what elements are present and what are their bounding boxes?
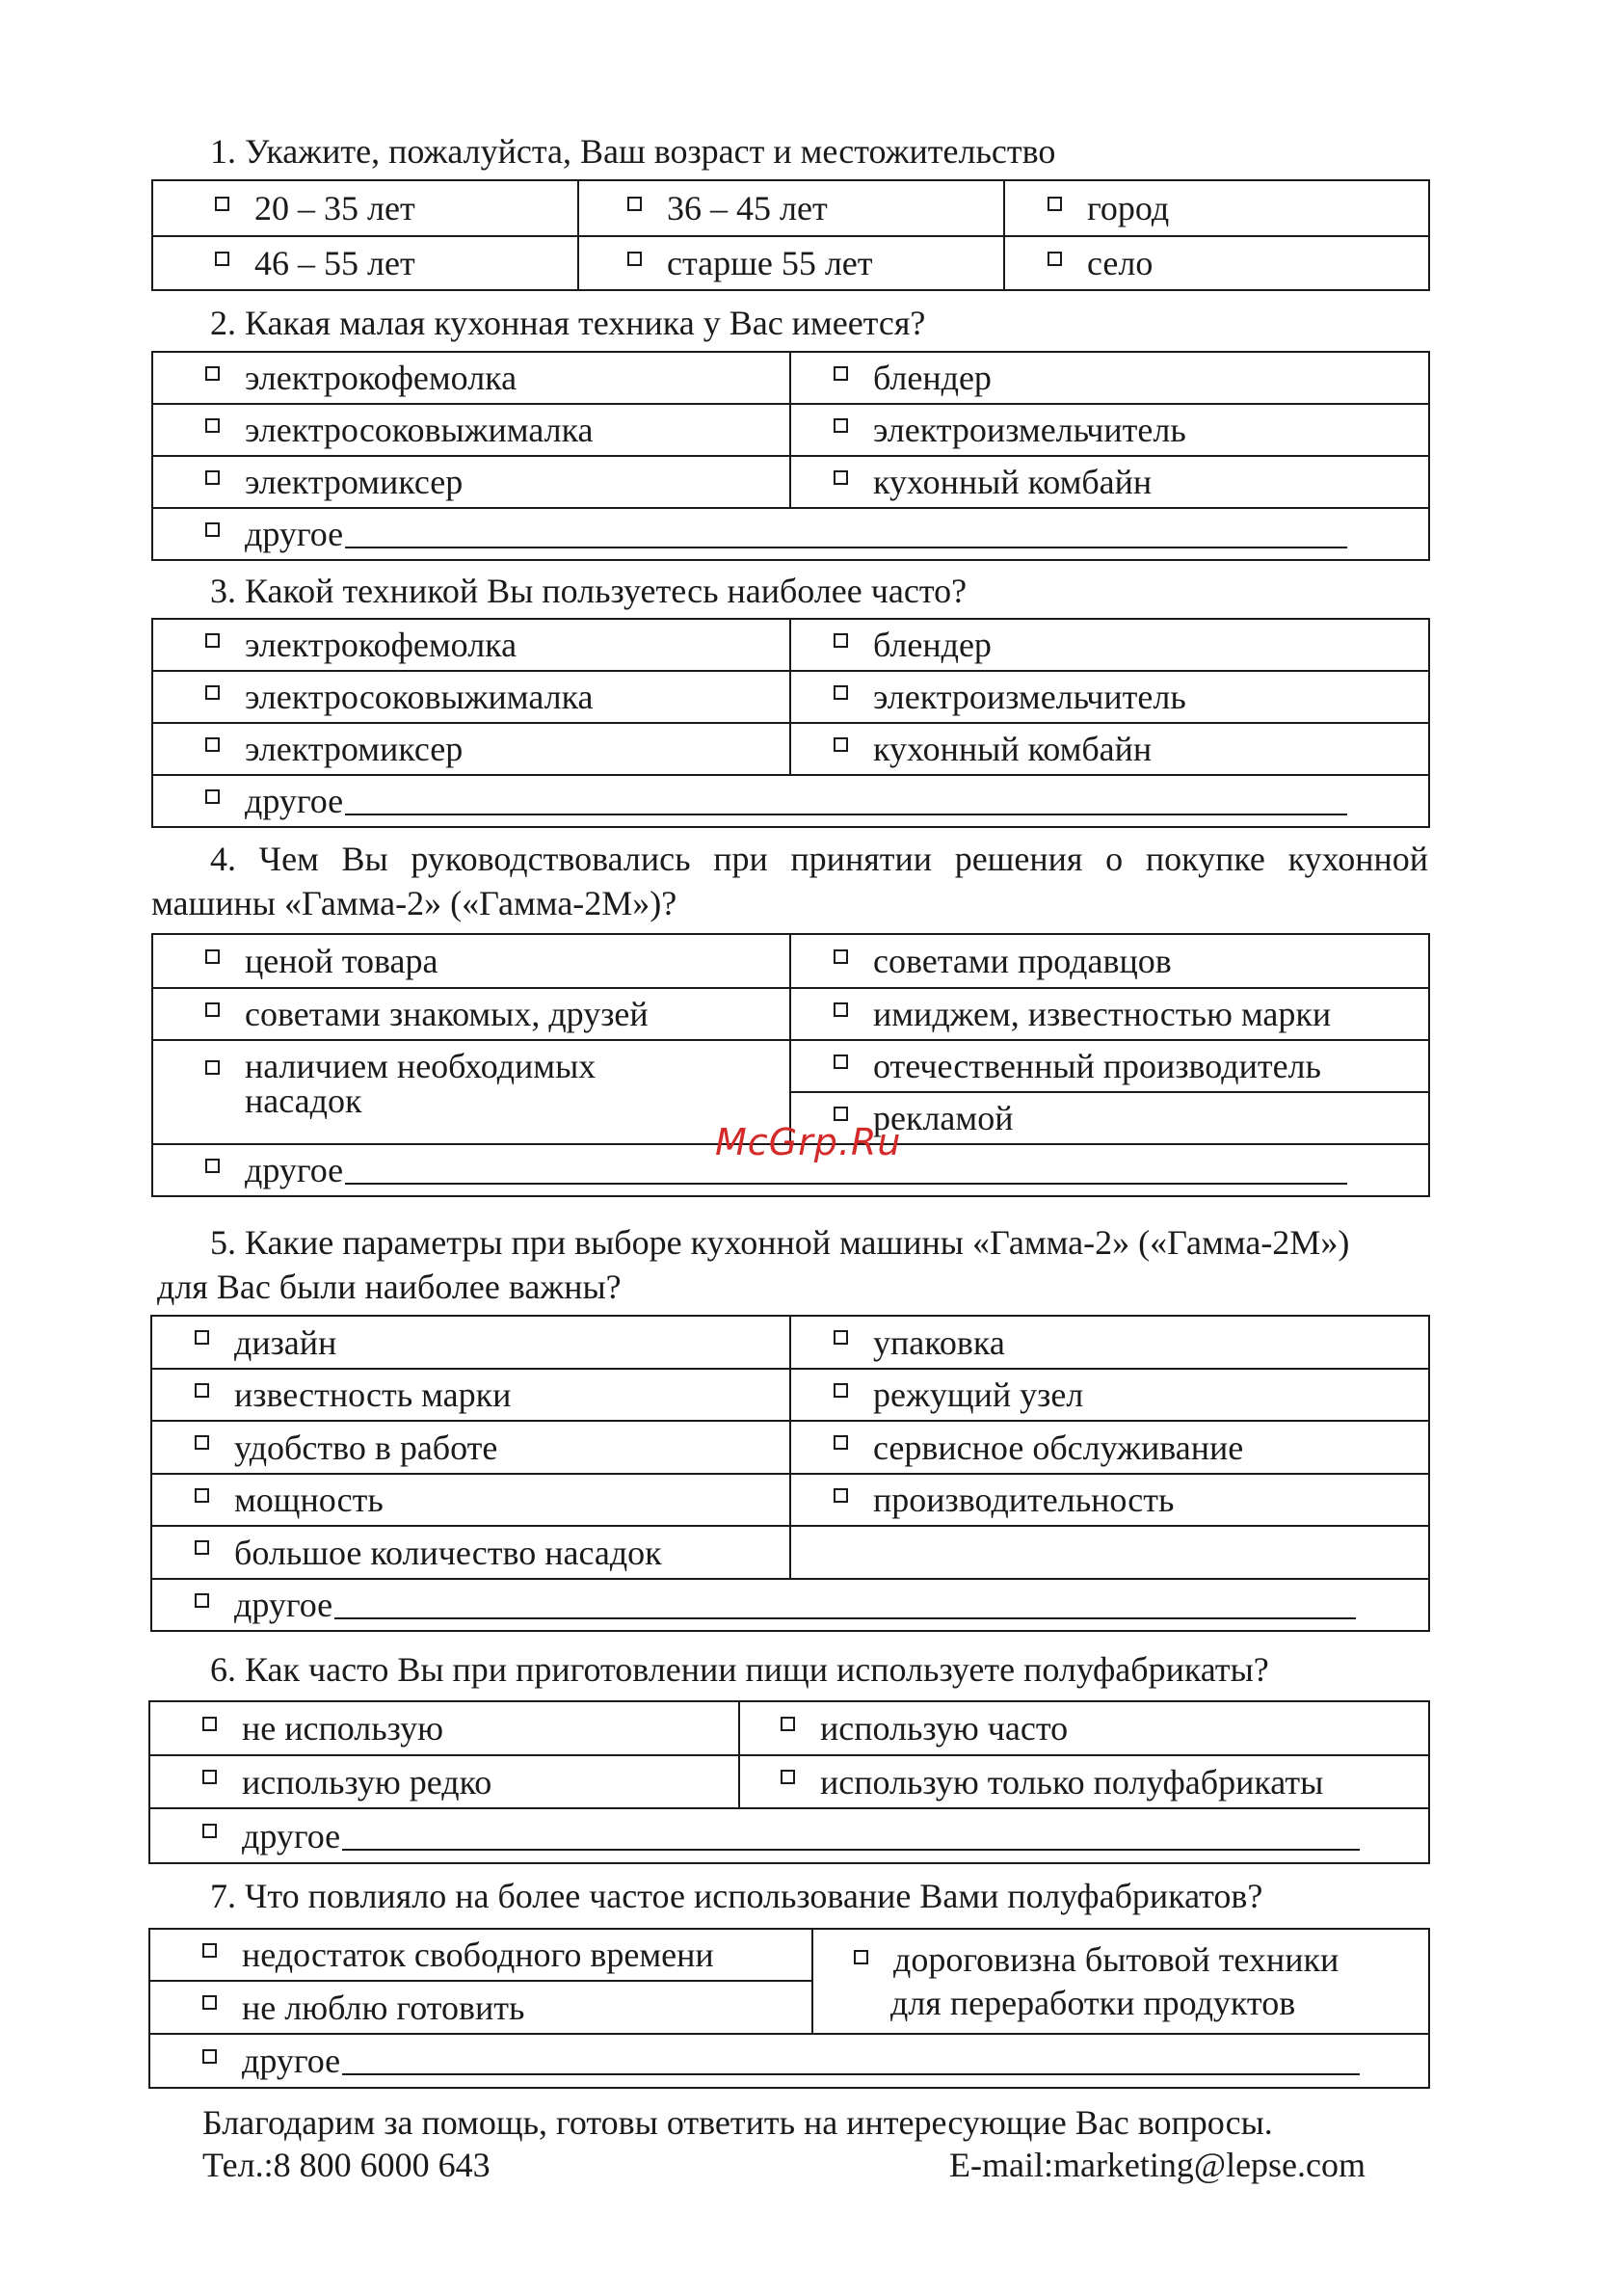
checkbox-icon[interactable] xyxy=(854,1950,868,1964)
checkbox-icon[interactable] xyxy=(195,1435,209,1450)
checkbox-option[interactable]: электроизмельчитель xyxy=(791,410,1428,450)
question-5-title-line2: для Вас были наиболее важны? xyxy=(157,1268,622,1306)
checkbox-option[interactable]: кухонный комбайн xyxy=(791,462,1428,502)
checkbox-icon[interactable] xyxy=(215,197,229,211)
checkbox-option[interactable]: использую только полуфабрикаты xyxy=(740,1762,1428,1802)
other-answer-line[interactable] xyxy=(334,1590,1356,1619)
checkbox-option[interactable]: использую часто xyxy=(740,1708,1428,1749)
checkbox-icon[interactable] xyxy=(834,1435,848,1450)
checkbox-option[interactable]: не использую xyxy=(150,1708,738,1749)
checkbox-icon[interactable] xyxy=(834,633,848,648)
checkbox-icon[interactable] xyxy=(1048,252,1062,266)
checkbox-option[interactable]: село xyxy=(1005,243,1428,283)
checkbox-option[interactable]: не люблю готовить xyxy=(150,1988,811,2028)
checkbox-icon[interactable] xyxy=(195,1540,209,1555)
checkbox-icon[interactable] xyxy=(202,1943,217,1958)
question-1-options xyxy=(151,179,1430,291)
checkbox-option[interactable]: электросоковыжималка xyxy=(153,410,789,450)
checkbox-option-other[interactable]: другое xyxy=(152,1585,1428,1625)
checkbox-icon[interactable] xyxy=(195,1593,209,1608)
question-3-title: 3. Какой техникой Вы пользуетесь наиболее часто? xyxy=(210,572,968,610)
checkbox-icon[interactable] xyxy=(1048,197,1062,211)
checkbox-icon[interactable] xyxy=(205,1159,220,1173)
checkbox-icon[interactable] xyxy=(202,1770,217,1784)
checkbox-option[interactable]: электромиксер xyxy=(153,462,789,502)
checkbox-icon[interactable] xyxy=(627,252,642,266)
checkbox-option[interactable]: блендер xyxy=(791,358,1428,398)
checkbox-icon[interactable] xyxy=(205,633,220,648)
checkbox-icon[interactable] xyxy=(195,1488,209,1503)
checkbox-icon[interactable] xyxy=(834,949,848,964)
checkbox-icon[interactable] xyxy=(202,1717,217,1731)
checkbox-icon[interactable] xyxy=(834,366,848,381)
checkbox-icon[interactable] xyxy=(834,1107,848,1121)
checkbox-option[interactable]: старше 55 лет xyxy=(579,243,1003,283)
question-6-title: 6. Как часто Вы при приготовлении пищи используете полуфабрикаты? xyxy=(210,1650,1269,1689)
checkbox-option-other[interactable]: другое xyxy=(153,781,1428,821)
checkbox-option[interactable]: наличием необходимых насадок xyxy=(153,1041,789,1118)
checkbox-option[interactable]: электросоковыжималка xyxy=(153,677,789,717)
checkbox-icon[interactable] xyxy=(195,1330,209,1345)
checkbox-icon[interactable] xyxy=(215,252,229,266)
checkbox-icon[interactable] xyxy=(205,737,220,752)
checkbox-option[interactable]: дизайн xyxy=(152,1322,789,1363)
question-2-options xyxy=(151,351,1430,561)
checkbox-icon[interactable] xyxy=(205,789,220,804)
checkbox-option[interactable]: блендер xyxy=(791,625,1428,665)
checkbox-icon[interactable] xyxy=(205,418,220,433)
checkbox-option[interactable]: 20 – 35 лет xyxy=(153,188,577,228)
question-2-title: 2. Какая малая кухонная техника у Вас имеется? xyxy=(210,304,926,342)
checkbox-icon[interactable] xyxy=(205,685,220,700)
checkbox-icon[interactable] xyxy=(834,418,848,433)
footer-phone: Тел.:8 800 6000 643 xyxy=(202,2146,491,2184)
checkbox-option-other[interactable]: другое xyxy=(150,1816,1428,1856)
other-answer-line[interactable] xyxy=(345,520,1347,548)
checkbox-option[interactable]: имиджем, известностью марки xyxy=(791,994,1428,1034)
other-answer-line[interactable] xyxy=(345,787,1347,815)
question-1-title: 1. Укажите, пожалуйста, Ваш возраст и местожительство xyxy=(210,132,1056,171)
checkbox-option[interactable]: мощность xyxy=(152,1480,789,1520)
checkbox-option[interactable]: электрокофемолка xyxy=(153,625,789,665)
checkbox-icon[interactable] xyxy=(834,470,848,485)
checkbox-option[interactable]: использую редко xyxy=(150,1762,738,1802)
checkbox-option[interactable]: упаковка xyxy=(791,1322,1428,1363)
other-answer-line[interactable] xyxy=(342,2046,1360,2075)
empty-cell xyxy=(790,1526,1429,1579)
checkbox-option[interactable]: советами знакомых, друзей xyxy=(153,994,789,1034)
checkbox-option[interactable]: рекламой xyxy=(791,1098,1428,1138)
checkbox-option[interactable]: дороговизна бытовой техники для переработки продуктов xyxy=(813,1930,1428,2025)
checkbox-option[interactable]: отечественный производитель xyxy=(791,1046,1428,1086)
checkbox-option[interactable]: ценой товара xyxy=(153,941,789,981)
checkbox-icon[interactable] xyxy=(202,1995,217,2010)
checkbox-option[interactable]: режущий узел xyxy=(791,1375,1428,1415)
checkbox-option[interactable]: советами продавцов xyxy=(791,941,1428,981)
checkbox-icon[interactable] xyxy=(627,197,642,211)
question-5-title-line1: 5. Какие параметры при выборе кухонной машины «Гамма-2» («Гамма-2М») xyxy=(210,1223,1350,1262)
checkbox-option-other[interactable]: другое xyxy=(153,514,1428,554)
question-3-options xyxy=(151,618,1430,828)
checkbox-icon[interactable] xyxy=(834,1330,848,1345)
checkbox-icon[interactable] xyxy=(205,522,220,537)
checkbox-icon[interactable] xyxy=(205,470,220,485)
checkbox-icon[interactable] xyxy=(205,366,220,381)
footer-thanks: Благодарим за помощь, готовы ответить на интересующие Вас вопросы. xyxy=(202,2103,1273,2142)
question-5-options xyxy=(150,1315,1430,1632)
checkbox-icon[interactable] xyxy=(195,1383,209,1398)
checkbox-icon[interactable] xyxy=(834,685,848,700)
question-4-title-line2: машины «Гамма-2» («Гамма-2М»)? xyxy=(151,884,677,922)
checkbox-option[interactable]: недостаток свободного времени xyxy=(150,1935,811,1975)
checkbox-option[interactable]: электромиксер xyxy=(153,729,789,769)
question-4-title-line1: 4. Чем Вы руководствовались при принятии решения о покупке кухонной xyxy=(210,840,1428,878)
checkbox-option-other[interactable]: другое xyxy=(153,1150,1428,1190)
checkbox-option-other[interactable]: другое xyxy=(150,2041,1428,2081)
checkbox-option[interactable]: кухонный комбайн xyxy=(791,729,1428,769)
checkbox-icon[interactable] xyxy=(205,949,220,964)
checkbox-option[interactable]: сервисное обслуживание xyxy=(791,1428,1428,1468)
checkbox-icon[interactable] xyxy=(205,1060,220,1075)
checkbox-option[interactable]: электроизмельчитель xyxy=(791,677,1428,717)
checkbox-icon[interactable] xyxy=(781,1717,795,1731)
checkbox-icon[interactable] xyxy=(205,1002,220,1017)
checkbox-option[interactable]: большое количество насадок xyxy=(152,1533,789,1573)
question-6-options xyxy=(148,1700,1430,1864)
checkbox-icon[interactable] xyxy=(781,1770,795,1784)
checkbox-option[interactable]: известность марки xyxy=(152,1375,789,1415)
checkbox-option[interactable]: электрокофемолка xyxy=(153,358,789,398)
checkbox-option[interactable]: производительность xyxy=(791,1480,1428,1520)
checkbox-option[interactable]: 36 – 45 лет xyxy=(579,188,1003,228)
watermark: McGrp.Ru xyxy=(715,1121,902,1163)
checkbox-icon[interactable] xyxy=(834,1488,848,1503)
other-answer-line[interactable] xyxy=(342,1822,1360,1851)
footer-email: E-mail:marketing@lepse.com xyxy=(949,2146,1366,2184)
checkbox-option[interactable]: удобство в работе xyxy=(152,1428,789,1468)
checkbox-icon[interactable] xyxy=(202,2049,217,2064)
checkbox-option[interactable]: город xyxy=(1005,188,1428,228)
question-7-title: 7. Что повлияло на более частое использование Вами полуфабрикатов? xyxy=(210,1877,1263,1915)
checkbox-icon[interactable] xyxy=(834,1383,848,1398)
checkbox-icon[interactable] xyxy=(202,1824,217,1838)
checkbox-icon[interactable] xyxy=(834,737,848,752)
checkbox-option[interactable]: 46 – 55 лет xyxy=(153,243,577,283)
checkbox-icon[interactable] xyxy=(834,1055,848,1069)
checkbox-icon[interactable] xyxy=(834,1002,848,1017)
question-7-options xyxy=(148,1928,1430,2089)
